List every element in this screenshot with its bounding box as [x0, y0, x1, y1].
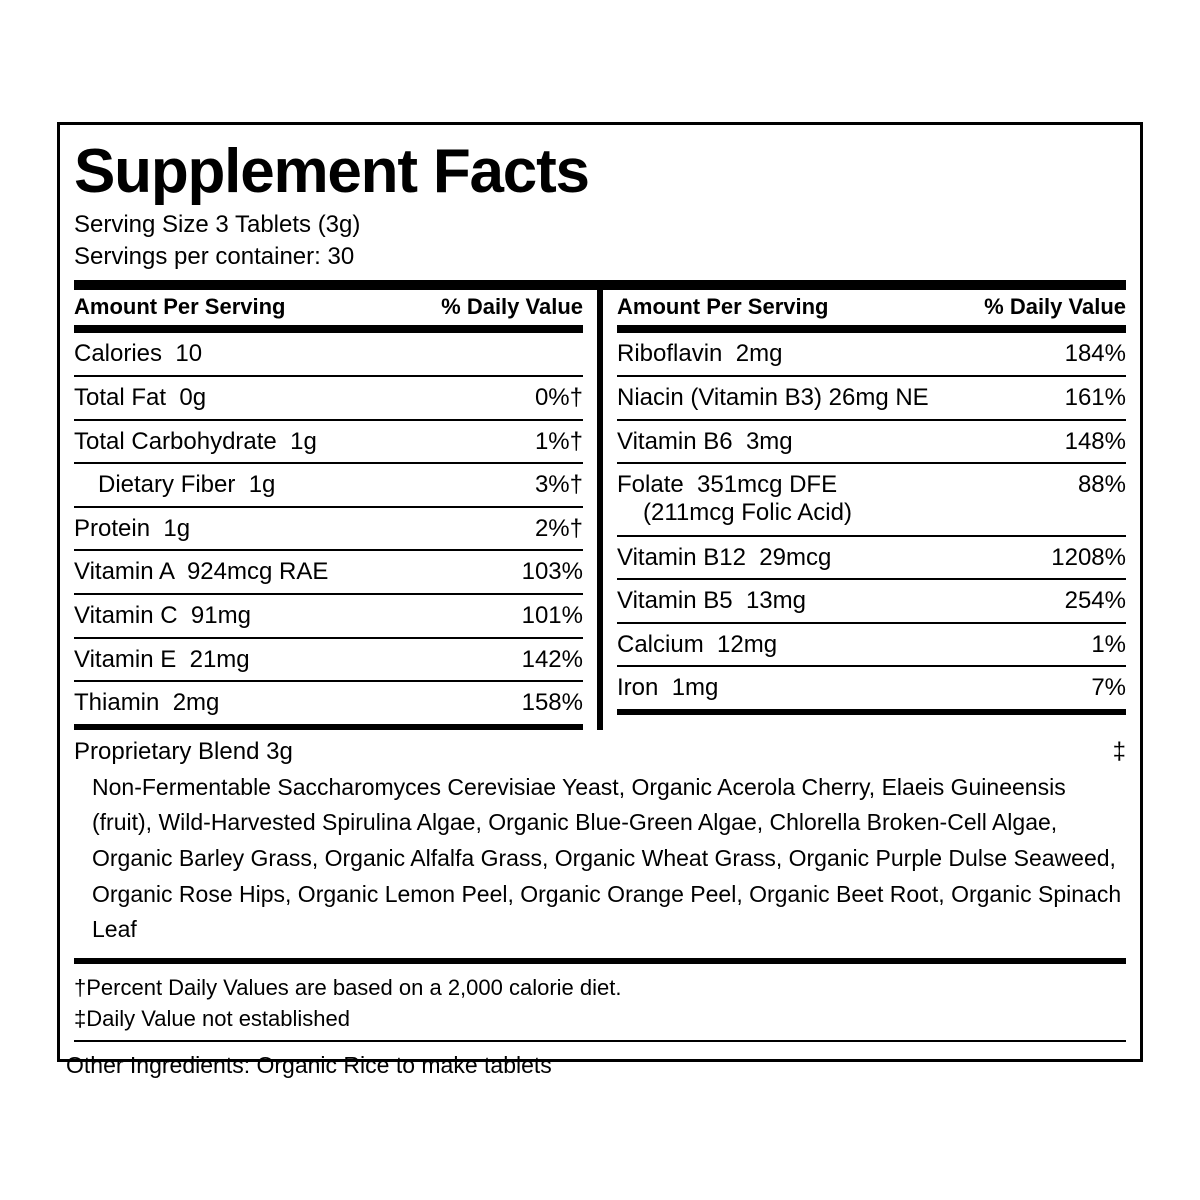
proprietary-blend-header — [74, 730, 1126, 768]
serving-size-text: Serving Size 3 Tablets (3g) — [74, 211, 361, 238]
nutrient-name: Dietary Fiber 1g — [98, 471, 276, 499]
nutrient-name: Vitamin A 924mcg RAE — [74, 558, 329, 586]
table-row — [74, 462, 583, 506]
footnotes — [74, 964, 1126, 1040]
servings-per-container-text: Servings per container: 30 — [74, 242, 355, 270]
nutrient-name: Vitamin B6 3mg — [617, 427, 793, 455]
nutrient-columns — [74, 290, 1126, 729]
nutrient-dv: 1%† — [534, 427, 583, 455]
proprietary-blend-name: Proprietary Blend 3g — [74, 737, 293, 765]
amount-per-serving-header: Amount Per Serving — [617, 294, 829, 320]
nutrient-name: Niacin (Vitamin B3) 26mg NE — [617, 383, 929, 411]
nutrient-name: Protein 1g — [74, 514, 191, 542]
table-row — [617, 331, 1126, 375]
nutrient-name: Calcium 12mg — [617, 630, 778, 658]
nutrient-column-left — [74, 290, 583, 729]
supplement-facts-inner — [60, 125, 1140, 1042]
divider-bottom — [74, 1040, 1126, 1042]
nutrient-dv: 88% — [1077, 471, 1126, 499]
divider-thick-top — [74, 280, 1126, 290]
table-row — [74, 331, 583, 375]
table-row — [74, 549, 583, 593]
divider-bottom-right — [617, 709, 1126, 715]
table-row — [617, 462, 1126, 534]
table-row — [74, 506, 583, 550]
daily-value-header: % Daily Value — [441, 294, 583, 320]
amount-per-serving-header: Amount Per Serving — [74, 294, 286, 320]
nutrient-name: Calories 10 — [74, 340, 203, 368]
table-row — [74, 375, 583, 419]
table-row — [617, 578, 1126, 622]
nutrient-dv: 3%† — [534, 471, 583, 499]
nutrient-name: Folate 351mcg DFE — [617, 471, 838, 499]
page-title: Supplement Facts — [74, 137, 589, 206]
nutrient-name: Thiamin 2mg — [74, 689, 220, 717]
nutrient-dv: 142% — [521, 645, 583, 673]
nutrient-dv: 0%† — [534, 383, 583, 411]
nutrient-name: Riboflavin 2mg — [617, 340, 783, 368]
proprietary-blend-section — [74, 730, 1126, 958]
table-row — [74, 637, 583, 681]
nutrient-dv: 254% — [1064, 587, 1126, 615]
proprietary-blend-dv: ‡ — [1112, 737, 1126, 765]
column-header-right — [617, 290, 1126, 325]
nutrient-dv: 101% — [521, 601, 583, 629]
table-row — [74, 419, 583, 463]
nutrient-name: Vitamin C 91mg — [74, 601, 251, 629]
nutrient-name: Vitamin E 21mg — [74, 645, 250, 673]
nutrient-name: Vitamin B5 13mg — [617, 587, 806, 615]
nutrient-dv: 148% — [1064, 427, 1126, 455]
nutrient-dv: 1% — [1091, 630, 1126, 658]
proprietary-blend-ingredients: Non-Fermentable Saccharomyces Cerevisiae Yeast, Organic Acerola Cherry, Elaeis Guineensis (fruit), Wild-Harvested Spirulina Algae, Organic Blue-Green Algae, Chlorella Broken-Cell Algae, Organic Barley Grass, Organic Alfalfa Grass, Organic Wheat Grass, Organic Purple Dulse Seaweed, Organic Rose Hips, Organic Lemon Peel, Organic Orange Peel, Organic Beet Root, Organic Spinach Leaf — [92, 773, 1122, 943]
daily-value-header: % Daily Value — [984, 294, 1126, 320]
table-row — [74, 593, 583, 637]
nutrient-sub-note: (211mcg Folic Acid) — [643, 498, 852, 526]
footnote-daily-values: †Percent Daily Values are based on a 2,000 calorie diet. — [74, 974, 622, 1000]
table-row — [617, 375, 1126, 419]
table-row — [617, 665, 1126, 709]
nutrient-name: Total Carbohydrate 1g — [74, 427, 317, 455]
nutrient-dv: 103% — [521, 558, 583, 586]
supplement-facts-panel — [57, 122, 1143, 1062]
nutrient-dv: 7% — [1091, 674, 1126, 702]
nutrient-dv: 1208% — [1051, 543, 1126, 571]
divider-bottom-left — [74, 724, 583, 730]
other-ingredients-text: Other Ingredients: Organic Rice to make tablets — [66, 1052, 552, 1078]
table-row — [74, 680, 583, 724]
nutrient-dv: 158% — [521, 689, 583, 717]
column-separator — [597, 290, 603, 729]
nutrient-column-right — [617, 290, 1126, 729]
table-row — [617, 535, 1126, 579]
nutrient-name: Iron 1mg — [617, 674, 719, 702]
nutrient-name: Vitamin B12 29mcg — [617, 543, 832, 571]
footnote-dv-not-established: ‡Daily Value not established — [74, 1006, 350, 1032]
nutrient-name: Total Fat 0g — [74, 383, 207, 411]
nutrient-dv: 161% — [1064, 383, 1126, 411]
nutrient-dv: 2%† — [534, 514, 583, 542]
table-row — [617, 622, 1126, 666]
nutrient-dv: 184% — [1064, 340, 1126, 368]
table-row — [617, 419, 1126, 463]
column-header-left — [74, 290, 583, 325]
